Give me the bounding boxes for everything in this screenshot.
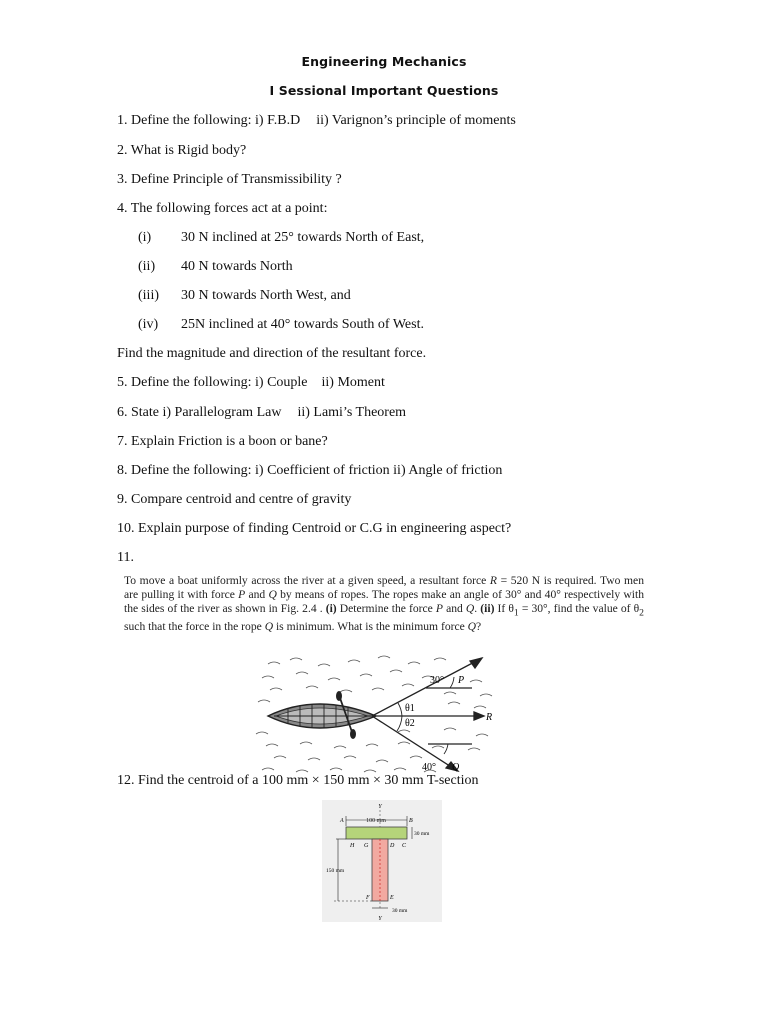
point-g: G: [364, 843, 369, 849]
point-h: H: [350, 843, 355, 849]
point-f: F: [366, 895, 370, 901]
t-section-figure: [322, 800, 442, 922]
question-4-ask: Find the magnitude and direction of the resultant force.: [117, 346, 427, 361]
height-dim: 150 mm: [326, 868, 345, 874]
y-axis-top-label: Y: [378, 804, 382, 810]
question-4-stem: 4. The following forces act at a point:: [117, 201, 328, 216]
boat-problem-text: To move a boat uniformly across the river at a given speed, a resultant force R = 520 N is required. Two men are pulling it with force P and Q by means of ropes. The ropes make an angle of 30° and 40° respectively with the sides of the river as shown in Fig. 2.4 . (i) Determine the force P and Q. (ii) If $\theta_1 = 30^\circ$, find the value of $\theta_2$ such that the force in the rope Q is minimum. What is the minimum force Q?: [124, 574, 644, 633]
theta1-label: θ1: [405, 703, 415, 714]
question-7: 7. Explain Friction is a boon or bane?: [117, 434, 328, 449]
q-angle-label: 40°: [422, 762, 436, 773]
question-8: 8. Define the following: i) Coefficient of friction ii) Angle of friction: [117, 463, 503, 478]
q4-item-text: 25N inclined at 40° towards South of West.: [181, 317, 424, 332]
t-flange: [346, 827, 407, 839]
q-force-label: Q: [452, 762, 460, 773]
course-title: Engineering Mechanics: [301, 54, 467, 69]
question-12: 12. Find the centroid of a 100 mm × 150 mm × 30 mm T-section: [117, 773, 479, 788]
p-angle-label: 30°: [430, 675, 444, 686]
p-force-label: P: [458, 675, 465, 686]
q4-item-text: 30 N towards North West, and: [181, 288, 351, 303]
question-10: 10. Explain purpose of finding Centroid or C.G in engineering aspect?: [117, 521, 512, 536]
theta2-label: θ2: [405, 718, 415, 729]
question-6: 6. State i) Parallelogram Law ii) Lami’s Theorem: [117, 405, 407, 420]
q4-item-text: 30 N inclined at 25° towards North of East,: [181, 230, 425, 245]
boat-figure: [248, 652, 510, 776]
question-1: 1. Define the following: i) F.B.D ii) Varignon’s principle of moments: [117, 113, 516, 128]
flange-width-dim: 100 mm: [366, 818, 386, 824]
flange-thickness-dim: 30 mm: [414, 831, 430, 837]
r-force-label: R: [486, 712, 493, 723]
point-e: E: [390, 895, 394, 901]
web-width-dim: 30 mm: [392, 908, 408, 914]
question-5: 5. Define the following: i) Couple ii) Moment: [117, 375, 385, 390]
q4-item-num: (iii): [138, 288, 159, 303]
point-a: A: [340, 818, 344, 824]
y-axis-bottom-label: Y: [378, 916, 382, 922]
point-c: C: [402, 843, 407, 849]
point-d: D: [390, 843, 395, 849]
q4-item-num: (i): [138, 230, 152, 245]
question-3: 3. Define Principle of Transmissibility ?: [117, 172, 342, 187]
force-vectors: [372, 658, 484, 771]
boat-icon: [268, 691, 376, 739]
question-2: 2. What is Rigid body?: [117, 143, 247, 158]
q4-item-num: (ii): [138, 259, 156, 274]
q4-item-num: (iv): [138, 317, 159, 332]
question-11-number: 11.: [117, 550, 134, 565]
question-9: 9. Compare centroid and centre of gravity: [117, 492, 352, 507]
point-b: B: [409, 818, 413, 824]
document-subtitle: I Sessional Important Questions: [269, 83, 499, 98]
q4-item-text: 40 N towards North: [181, 259, 293, 274]
